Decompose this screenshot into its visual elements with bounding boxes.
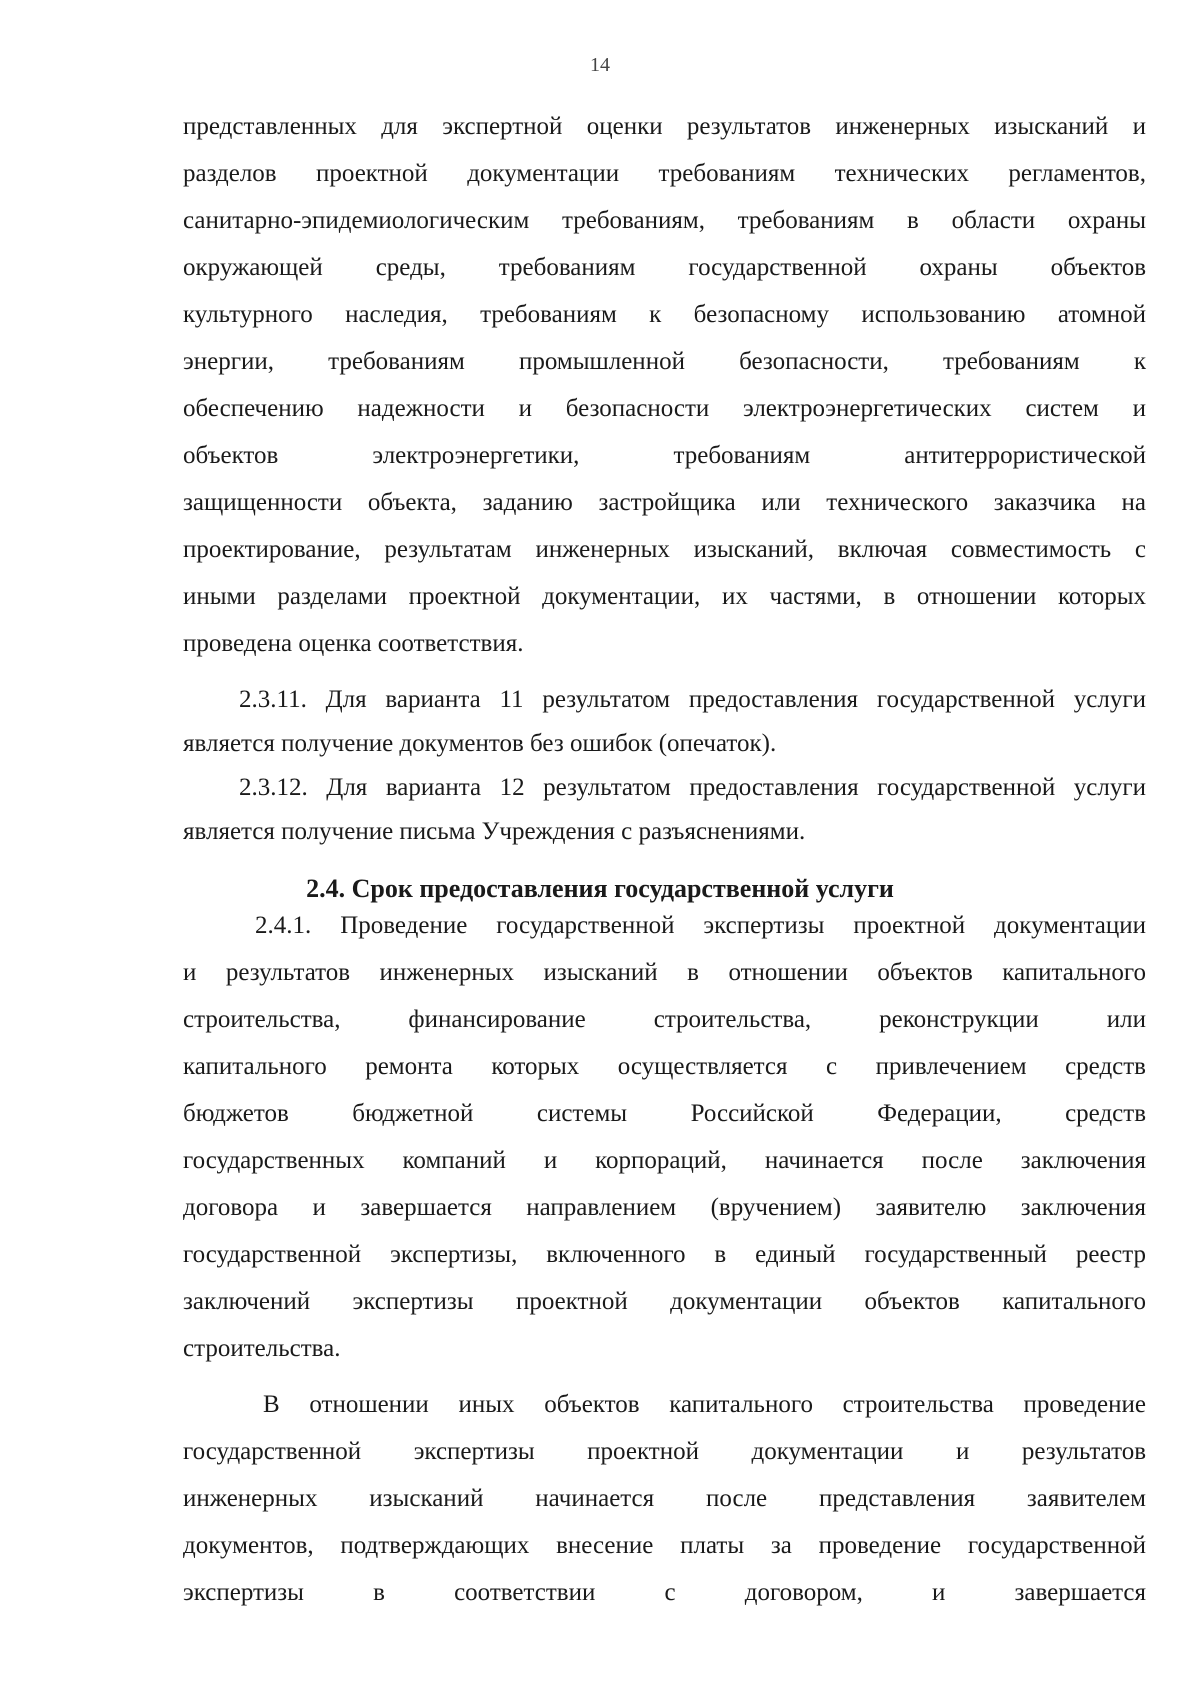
text-line: проведена оценка соответствия.: [183, 630, 524, 657]
text-line: строительства.: [183, 1335, 341, 1362]
paragraph-expertise-compliance: [183, 103, 1146, 667]
paragraph-other-objects: [183, 1381, 1146, 1616]
page-number: 14: [590, 54, 610, 76]
text-line: представленных для экспертной оценки результатов инженерных изысканий и: [183, 113, 1146, 140]
text-line: является получение документов без ошибок (опечаток).: [183, 730, 777, 757]
text-line: разделов проектной документации требованиям технических регламентов,: [183, 160, 1146, 187]
text-line: объектов электроэнергетики, требованиям антитеррористической: [183, 442, 1146, 469]
section-heading: 2.4. Срок предоставления государственной услуги: [306, 874, 894, 903]
text-line: документов, подтверждающих внесение платы за проведение государственной: [183, 1532, 1146, 1559]
text-line: государственных компаний и корпораций, начинается после заключения: [183, 1147, 1146, 1174]
text-line: иными разделами проектной документации, их частями, в отношении которых: [183, 583, 1146, 610]
text-line: санитарно-эпидемиологическим требованиям, требованиям в области охраны: [183, 207, 1146, 234]
text-line: 2.4.1. Проведение государственной экспертизы проектной документации: [255, 912, 1146, 939]
text-line: 2.3.12. Для варианта 12 результатом предоставления государственной услуги: [239, 774, 1146, 801]
text-line: государственной экспертизы, включенного в единый государственный реестр: [183, 1241, 1146, 1268]
text-line: инженерных изысканий начинается после представления заявителем: [183, 1485, 1146, 1512]
text-line: защищенности объекта, заданию застройщика или технического заказчика на: [183, 489, 1146, 516]
text-line: строительства, финансирование строительства, реконструкции или: [183, 1006, 1146, 1033]
text-line: и результатов инженерных изысканий в отношении объектов капитального: [183, 959, 1146, 986]
text-line: проектирование, результатам инженерных изысканий, включая совместимость с: [183, 536, 1146, 563]
text-line: окружающей среды, требованиям государственной охраны объектов: [183, 254, 1146, 281]
text-line: энергии, требованиям промышленной безопасности, требованиям к: [183, 348, 1146, 375]
text-line: является получение письма Учреждения с разъяснениями.: [183, 818, 806, 845]
paragraph-2-4-1: [183, 902, 1146, 1372]
text-line: государственной экспертизы проектной документации и результатов: [183, 1438, 1146, 1465]
text-line: заключений экспертизы проектной документации объектов капитального: [183, 1288, 1146, 1315]
text-line: договора и завершается направлением (вручением) заявителю заключения: [183, 1194, 1146, 1221]
text-line: В отношении иных объектов капитального строительства проведение: [263, 1391, 1146, 1418]
text-line: бюджетов бюджетной системы Российской Федерации, средств: [183, 1100, 1146, 1127]
text-line: экспертизы в соответствии с договором, и завершается: [183, 1579, 1146, 1606]
text-line: капитального ремонта которых осуществляется с привлечением средств: [183, 1053, 1146, 1080]
text-line: обеспечению надежности и безопасности электроэнергетических систем и: [183, 395, 1146, 422]
paragraph-variants-11-12: [183, 678, 1146, 854]
text-line: 2.3.11. Для варианта 11 результатом предоставления государственной услуги: [239, 686, 1146, 713]
text-line: культурного наследия, требованиям к безопасному использованию атомной: [183, 301, 1146, 328]
